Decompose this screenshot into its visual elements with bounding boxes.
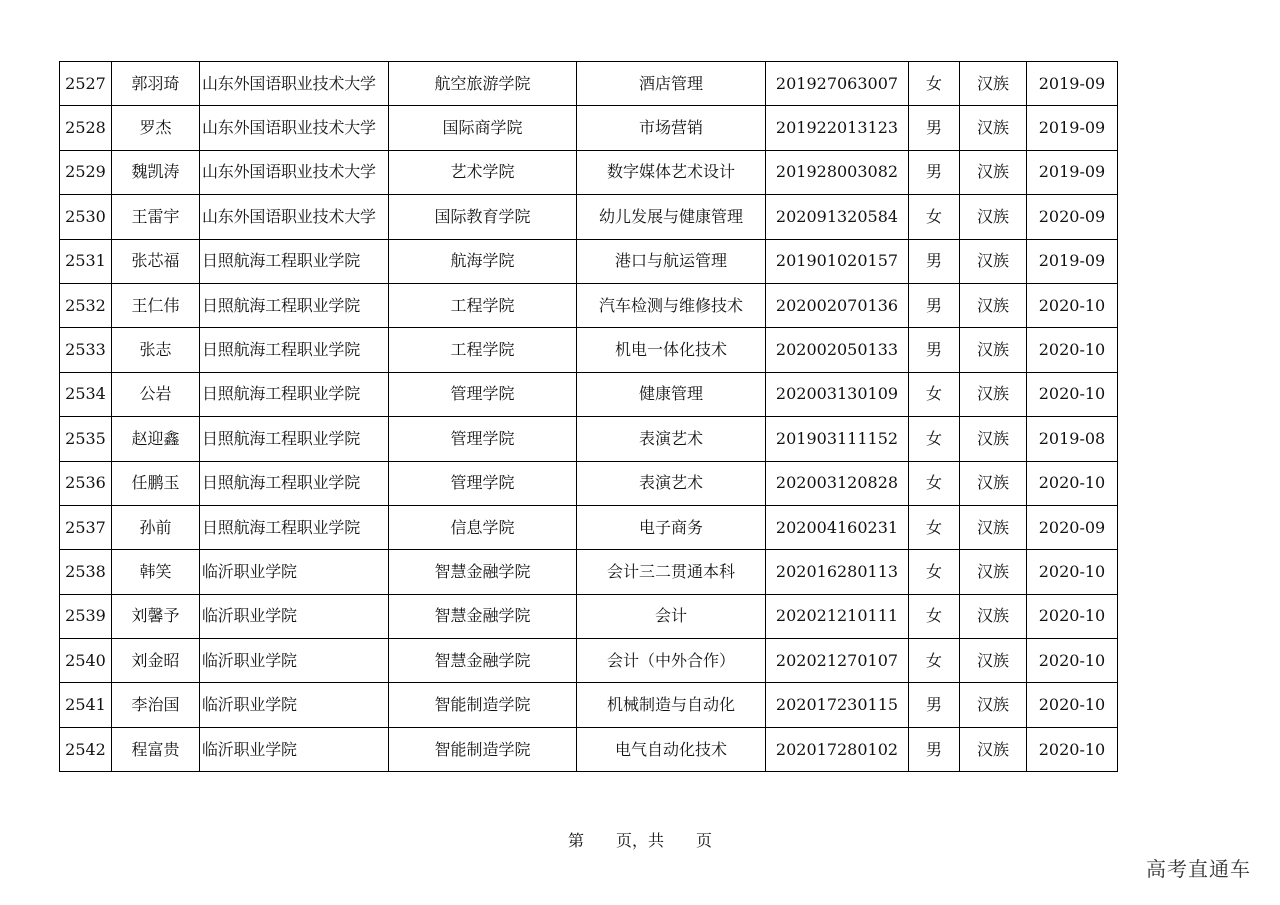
- ethnicity-cell: 汉族: [960, 62, 1027, 106]
- ethnicity-cell: 汉族: [960, 505, 1027, 549]
- row-number-cell: 2528: [60, 106, 112, 150]
- footer-page-label: 第: [567, 831, 584, 850]
- gender-cell: 男: [909, 239, 960, 283]
- college-cell: 智能制造学院: [389, 683, 577, 727]
- table-row: [60, 239, 1118, 283]
- major-cell: 数字媒体艺术设计: [577, 150, 766, 194]
- gender-cell: 女: [909, 195, 960, 239]
- name-cell: 王雷宇: [112, 195, 200, 239]
- college-cell: 国际商学院: [389, 106, 577, 150]
- footer-total-label: 页，共: [615, 831, 664, 850]
- student-id-cell: 202003130109: [766, 372, 909, 416]
- gender-cell: 男: [909, 106, 960, 150]
- ethnicity-cell: 汉族: [960, 283, 1027, 327]
- enroll-date-cell: 2020-10: [1027, 328, 1118, 372]
- name-cell: 罗杰: [112, 106, 200, 150]
- gender-cell: 男: [909, 150, 960, 194]
- name-cell: 公岩: [112, 372, 200, 416]
- enroll-date-cell: 2020-10: [1027, 727, 1118, 771]
- college-cell: 智能制造学院: [389, 727, 577, 771]
- ethnicity-cell: 汉族: [960, 106, 1027, 150]
- row-number-cell: 2537: [60, 505, 112, 549]
- table-row: [60, 639, 1118, 683]
- student-id-cell: 202016280113: [766, 550, 909, 594]
- school-cell: 临沂职业学院: [200, 594, 389, 638]
- college-cell: 管理学院: [389, 372, 577, 416]
- school-cell: 日照航海工程职业学院: [200, 505, 389, 549]
- enroll-date-cell: 2020-10: [1027, 594, 1118, 638]
- footer-page-suffix: 页: [696, 831, 713, 850]
- enroll-date-cell: 2020-10: [1027, 639, 1118, 683]
- row-number-cell: 2529: [60, 150, 112, 194]
- table-row: [60, 727, 1118, 771]
- watermark-text: 高考直通车: [1146, 857, 1251, 881]
- college-cell: 信息学院: [389, 505, 577, 549]
- student-id-cell: 202003120828: [766, 461, 909, 505]
- table-row: [60, 106, 1118, 150]
- school-cell: 日照航海工程职业学院: [200, 239, 389, 283]
- table-row: [60, 372, 1118, 416]
- page-footer: [0, 828, 1280, 851]
- table-row: [60, 594, 1118, 638]
- name-cell: 李治国: [112, 683, 200, 727]
- name-cell: 郭羽琦: [112, 62, 200, 106]
- name-cell: 张芯福: [112, 239, 200, 283]
- ethnicity-cell: 汉族: [960, 550, 1027, 594]
- school-cell: 山东外国语职业技术大学: [200, 195, 389, 239]
- table-row: [60, 505, 1118, 549]
- major-cell: 酒店管理: [577, 62, 766, 106]
- enroll-date-cell: 2020-09: [1027, 195, 1118, 239]
- ethnicity-cell: 汉族: [960, 683, 1027, 727]
- school-cell: 山东外国语职业技术大学: [200, 150, 389, 194]
- college-cell: 智慧金融学院: [389, 550, 577, 594]
- row-number-cell: 2542: [60, 727, 112, 771]
- gender-cell: 男: [909, 283, 960, 327]
- student-table: [59, 61, 1118, 772]
- table-row: [60, 283, 1118, 327]
- college-cell: 艺术学院: [389, 150, 577, 194]
- ethnicity-cell: 汉族: [960, 372, 1027, 416]
- college-cell: 工程学院: [389, 328, 577, 372]
- college-cell: 航空旅游学院: [389, 62, 577, 106]
- major-cell: 会计三二贯通本科: [577, 550, 766, 594]
- major-cell: 健康管理: [577, 372, 766, 416]
- row-number-cell: 2534: [60, 372, 112, 416]
- college-cell: 管理学院: [389, 417, 577, 461]
- gender-cell: 女: [909, 639, 960, 683]
- ethnicity-cell: 汉族: [960, 461, 1027, 505]
- school-cell: 日照航海工程职业学院: [200, 283, 389, 327]
- name-cell: 王仁伟: [112, 283, 200, 327]
- major-cell: 会计（中外合作）: [577, 639, 766, 683]
- gender-cell: 女: [909, 461, 960, 505]
- name-cell: 魏凯涛: [112, 150, 200, 194]
- school-cell: 山东外国语职业技术大学: [200, 62, 389, 106]
- ethnicity-cell: 汉族: [960, 639, 1027, 683]
- gender-cell: 男: [909, 727, 960, 771]
- major-cell: 港口与航运管理: [577, 239, 766, 283]
- name-cell: 孙前: [112, 505, 200, 549]
- name-cell: 任鹏玉: [112, 461, 200, 505]
- student-id-cell: 201922013123: [766, 106, 909, 150]
- ethnicity-cell: 汉族: [960, 150, 1027, 194]
- enroll-date-cell: 2020-10: [1027, 461, 1118, 505]
- gender-cell: 男: [909, 683, 960, 727]
- school-cell: 山东外国语职业技术大学: [200, 106, 389, 150]
- table-row: [60, 62, 1118, 106]
- gender-cell: 女: [909, 505, 960, 549]
- enroll-date-cell: 2020-10: [1027, 550, 1118, 594]
- gender-cell: 女: [909, 594, 960, 638]
- name-cell: 程富贵: [112, 727, 200, 771]
- major-cell: 表演艺术: [577, 461, 766, 505]
- school-cell: 临沂职业学院: [200, 639, 389, 683]
- gender-cell: 女: [909, 62, 960, 106]
- ethnicity-cell: 汉族: [960, 195, 1027, 239]
- student-id-cell: 201903111152: [766, 417, 909, 461]
- table-row: [60, 550, 1118, 594]
- table-row: [60, 461, 1118, 505]
- row-number-cell: 2538: [60, 550, 112, 594]
- row-number-cell: 2531: [60, 239, 112, 283]
- student-id-cell: 202002050133: [766, 328, 909, 372]
- college-cell: 航海学院: [389, 239, 577, 283]
- school-cell: 临沂职业学院: [200, 727, 389, 771]
- school-cell: 临沂职业学院: [200, 550, 389, 594]
- ethnicity-cell: 汉族: [960, 727, 1027, 771]
- college-cell: 智慧金融学院: [389, 594, 577, 638]
- ethnicity-cell: 汉族: [960, 594, 1027, 638]
- name-cell: 刘金昭: [112, 639, 200, 683]
- enroll-date-cell: 2020-10: [1027, 683, 1118, 727]
- row-number-cell: 2535: [60, 417, 112, 461]
- major-cell: 会计: [577, 594, 766, 638]
- name-cell: 刘馨予: [112, 594, 200, 638]
- row-number-cell: 2530: [60, 195, 112, 239]
- row-number-cell: 2536: [60, 461, 112, 505]
- school-cell: 临沂职业学院: [200, 683, 389, 727]
- major-cell: 机电一体化技术: [577, 328, 766, 372]
- enroll-date-cell: 2020-10: [1027, 283, 1118, 327]
- row-number-cell: 2539: [60, 594, 112, 638]
- table-body: [60, 62, 1118, 772]
- table-row: [60, 195, 1118, 239]
- ethnicity-cell: 汉族: [960, 239, 1027, 283]
- enroll-date-cell: 2020-10: [1027, 372, 1118, 416]
- college-cell: 智慧金融学院: [389, 639, 577, 683]
- college-cell: 国际教育学院: [389, 195, 577, 239]
- table-row: [60, 328, 1118, 372]
- enroll-date-cell: 2019-09: [1027, 239, 1118, 283]
- student-id-cell: 202017280102: [766, 727, 909, 771]
- gender-cell: 女: [909, 372, 960, 416]
- school-cell: 日照航海工程职业学院: [200, 417, 389, 461]
- major-cell: 机械制造与自动化: [577, 683, 766, 727]
- enroll-date-cell: 2019-09: [1027, 150, 1118, 194]
- school-cell: 日照航海工程职业学院: [200, 461, 389, 505]
- enroll-date-cell: 2019-08: [1027, 417, 1118, 461]
- row-number-cell: 2532: [60, 283, 112, 327]
- student-id-cell: 202021270107: [766, 639, 909, 683]
- student-id-cell: 202017230115: [766, 683, 909, 727]
- enroll-date-cell: 2019-09: [1027, 106, 1118, 150]
- ethnicity-cell: 汉族: [960, 328, 1027, 372]
- student-id-cell: 202091320584: [766, 195, 909, 239]
- gender-cell: 男: [909, 328, 960, 372]
- enroll-date-cell: 2019-09: [1027, 62, 1118, 106]
- gender-cell: 女: [909, 417, 960, 461]
- major-cell: 表演艺术: [577, 417, 766, 461]
- school-cell: 日照航海工程职业学院: [200, 372, 389, 416]
- major-cell: 市场营销: [577, 106, 766, 150]
- name-cell: 赵迎鑫: [112, 417, 200, 461]
- ethnicity-cell: 汉族: [960, 417, 1027, 461]
- row-number-cell: 2527: [60, 62, 112, 106]
- student-id-cell: 201927063007: [766, 62, 909, 106]
- student-id-cell: 202002070136: [766, 283, 909, 327]
- major-cell: 电子商务: [577, 505, 766, 549]
- major-cell: 汽车检测与维修技术: [577, 283, 766, 327]
- college-cell: 管理学院: [389, 461, 577, 505]
- college-cell: 工程学院: [389, 283, 577, 327]
- enroll-date-cell: 2020-09: [1027, 505, 1118, 549]
- school-cell: 日照航海工程职业学院: [200, 328, 389, 372]
- student-id-cell: 201928003082: [766, 150, 909, 194]
- major-cell: 电气自动化技术: [577, 727, 766, 771]
- major-cell: 幼儿发展与健康管理: [577, 195, 766, 239]
- row-number-cell: 2541: [60, 683, 112, 727]
- name-cell: 张志: [112, 328, 200, 372]
- row-number-cell: 2533: [60, 328, 112, 372]
- row-number-cell: 2540: [60, 639, 112, 683]
- table-row: [60, 150, 1118, 194]
- table-row: [60, 417, 1118, 461]
- gender-cell: 女: [909, 550, 960, 594]
- student-id-cell: 202004160231: [766, 505, 909, 549]
- table-row: [60, 683, 1118, 727]
- name-cell: 韩笑: [112, 550, 200, 594]
- student-id-cell: 202021210111: [766, 594, 909, 638]
- student-id-cell: 201901020157: [766, 239, 909, 283]
